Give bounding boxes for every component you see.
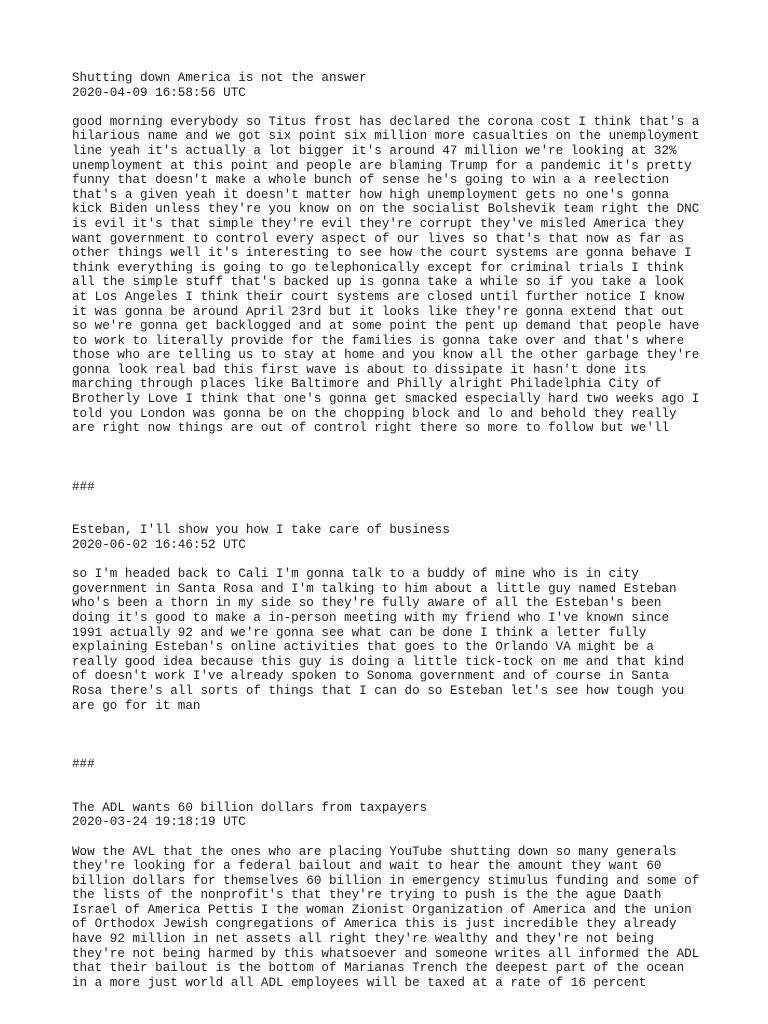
section-separator: ### xyxy=(72,479,95,494)
entry-date: 2020-06-02 16:46:52 UTC xyxy=(72,538,246,553)
entry-title: The ADL wants 60 billion dollars from taxpayers xyxy=(72,800,428,815)
entry-body: Wow the AVL that the ones who are placing YouTube shutting down so many generals they're looking for a federal bailout and wait to hear the amount they want 60 billion dollars for themselves 60 billion in emergency stimulus funding and some of the lists of the nonprofit's that they're trying to push is the the ague Daath Israel of America Pettis I the woman Zionist Organization of America and the union of Orthodox Jewish congregations of America this is just incredible they already have 92 million in net assets all right they're wealthy and they're not being they're not being harmed by this whatsoever and someone writes all informed the ADL that their bailout is the bottom of Marianas Trench the deepest part of the ocean in a more just world all ADL employees will be taxed at a rate of 16 percent xyxy=(72,844,700,990)
entry xyxy=(72,71,732,436)
entry-date: 2020-03-24 19:18:19 UTC xyxy=(72,815,246,830)
entry-date: 2020-04-09 16:58:56 UTC xyxy=(72,85,246,100)
entry-title: Shutting down America is not the answer xyxy=(72,71,367,85)
document-page xyxy=(72,71,732,990)
entry xyxy=(72,801,732,991)
entry-body: good morning everybody so Titus frost has declared the corona cost I think that's a hilarious name and we got six point six million more casualties on the unemployment line yeah it's actually a lot bigger it's around 47 million we're looking at 32% unemployment at this point and people are blaming Trump for a pandemic it's pretty funny that doesn't make a whole bunch of sense he's going to win a a reelection that's a given yeah it doesn't matter how high unemployment gets no one's gonna kick Biden unless they're you know on on the socialist Bolshevik team right the DNC is evil it's that simple they're evil they're corrupt they've misled America they want government to control every aspect of our lives so that's that now as far as other things well it's interesting to see how the court systems are gonna behave I think everything is going to go telephonically except for criminal trials I think all the simple stuff that's backed up is gonna take a while so if you take a look at Los Angeles I think their court systems are closed until further notice I know it was gonna be around April 23rd but it looks like they're gonna extend that out so we're gonna get backlogged and at some point the pent up demand that people have to work to literally provide for the families is gonna take over and that's where those who are telling us to stay at home and you know all the other garbage they're gonna look real bad this first wave is about to dissipate it hasn't done its marching through places like Baltimore and Philly alright Philadelphia City of Brotherly Love I think that one's gonna get smacked especially hard two weeks ago I told you London was gonna be on the chopping block and lo and behold they really are right now things are out of control right there so more to follow but we'll xyxy=(72,114,700,436)
entry-body: so I'm headed back to Cali I'm gonna talk to a buddy of mine who is in city government in Santa Rosa and I'm talking to him about a little guy named Esteban who's been a thorn in my side so they're fully aware of all the Esteban's been doing it's good to make a in-person meeting with my friend who I've known since 1991 actually 92 and we're gonna see what can be done I think a letter fully explaining Esteban's online activities that goes to the Orlando VA might be a really good idea because this guy is doing a little tick-tock on me and that kind of doesn't work I've already spoken to Sonoma government and of course in Santa Rosa there's all sorts of things that I can do so Esteban let's see how tough you are go for it man xyxy=(72,567,685,713)
section-separator: ### xyxy=(72,756,95,771)
entry-title: Esteban, I'll show you how I take care of business xyxy=(72,523,450,538)
entry xyxy=(72,523,732,713)
